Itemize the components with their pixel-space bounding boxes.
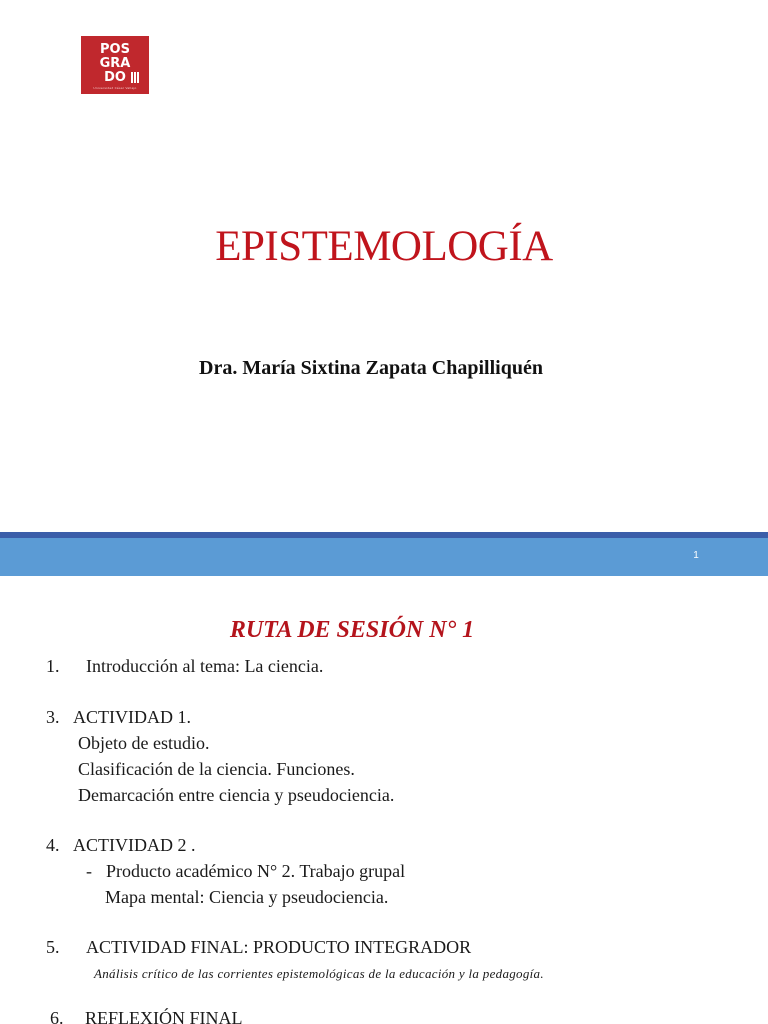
- item-4-line-2: Mapa mental: Ciencia y pseudociencia.: [105, 887, 389, 907]
- logo-bars-icon: [131, 72, 140, 83]
- item-4-heading: ACTIVIDAD 2 .: [73, 835, 196, 855]
- item-3-line: Demarcación entre ciencia y pseudociencia.: [78, 785, 395, 805]
- item-6-heading: REFLEXIÓN FINAL: [85, 1008, 243, 1024]
- item-4-line-1: Producto académico N° 2. Trabajo grupal: [106, 861, 406, 881]
- logo-text-line-1: POS: [100, 42, 130, 57]
- main-title: EPISTEMOLOGÍA: [215, 223, 553, 270]
- logo-subtitle: Universidad César Vallejo: [93, 86, 137, 90]
- author-name: Dra. María Sixtina Zapata Chapilliquén: [199, 357, 543, 379]
- item-5-number: 5.: [46, 937, 60, 957]
- item-3-line: Objeto de estudio.: [78, 733, 210, 753]
- item-1-text: Introducción al tema: La ciencia.: [86, 656, 324, 676]
- posgrado-logo: [81, 36, 149, 94]
- page-number: 1: [693, 550, 699, 561]
- session-title: RUTA DE SESIÓN N° 1: [229, 617, 475, 643]
- item-6-number: 6.: [50, 1008, 64, 1024]
- item-5-note: Análisis crítico de las corrientes epistemológicas de la educación y la pedagogía.: [94, 966, 544, 981]
- item-3-heading: ACTIVIDAD 1.: [73, 707, 191, 727]
- item-3-line: Clasificación de la ciencia. Funciones.: [78, 759, 355, 779]
- slide-divider-band: [0, 538, 768, 576]
- item-1-number: 1.: [46, 656, 60, 676]
- logo-text-line-2: GRA: [99, 56, 131, 71]
- item-5-heading: ACTIVIDAD FINAL: PRODUCTO INTEGRADOR: [86, 937, 472, 957]
- item-4-dash: -: [86, 861, 92, 881]
- item-3-number: 3.: [46, 707, 60, 727]
- logo-text-line-3: DO: [104, 70, 126, 85]
- item-4-number: 4.: [46, 835, 60, 855]
